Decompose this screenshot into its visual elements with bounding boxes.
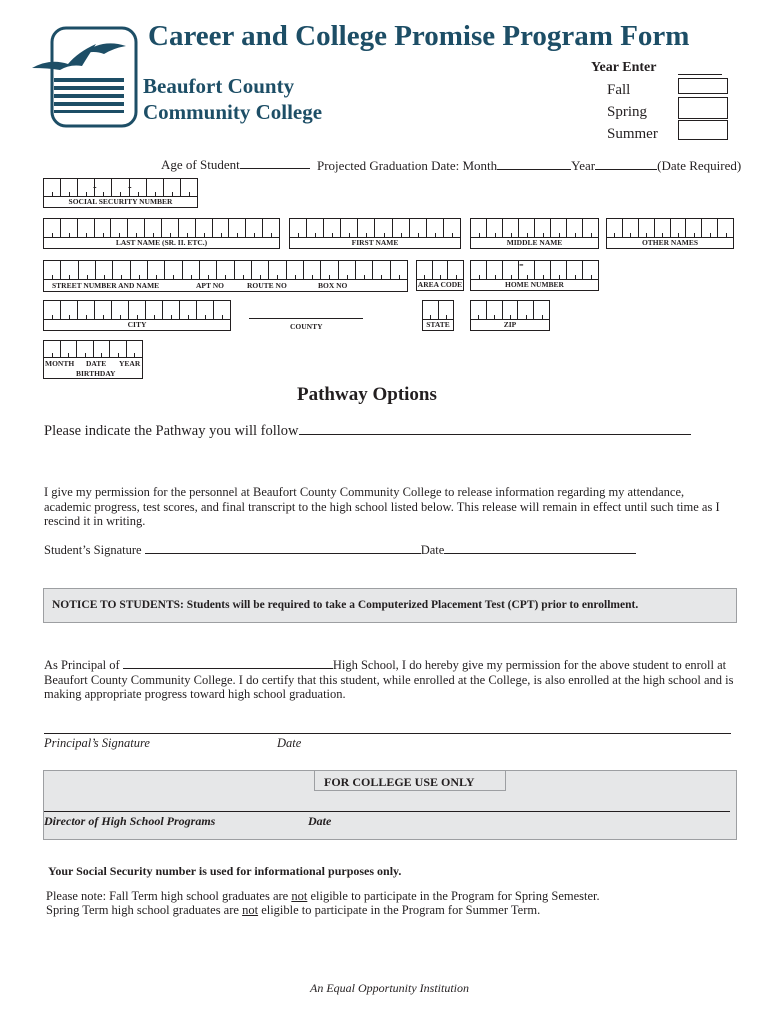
term-fall-label: Fall	[607, 82, 631, 98]
director-date-label: Date	[308, 814, 332, 828]
age-label: Age of Student	[161, 157, 240, 172]
high-school-field[interactable]	[123, 658, 333, 669]
principal-signature-line[interactable]	[44, 733, 731, 734]
grad-month-label: Projected Graduation Date: Month	[317, 158, 498, 173]
phone-dash: -	[519, 257, 524, 272]
note-line-2	[46, 903, 540, 918]
middle-name-boxes[interactable]	[470, 218, 599, 238]
month-label: MONTH	[45, 359, 75, 368]
student-date-label: Date	[420, 543, 445, 557]
grad-year-label: Year	[571, 158, 596, 173]
form-title: Career and College Promise Program Form	[148, 20, 690, 52]
student-signature-field[interactable]	[145, 553, 421, 554]
city-boxes[interactable]	[43, 300, 231, 320]
note-not-2: not	[242, 903, 259, 917]
zip-boxes[interactable]	[470, 300, 550, 320]
permission-text: I give my permission for the personnel at Beaufort County Community College to release information regarding my attendance, academic progress, test scores, and final transcript to the high school listed below. This release will remain in effect until such time as I rescind it in writing.	[44, 485, 720, 528]
apt-label: APT NO	[196, 281, 224, 290]
term-spring-label: Spring	[607, 104, 648, 120]
ssn-boxes[interactable]	[43, 178, 198, 197]
city-label: CITY	[43, 320, 231, 331]
ssn-label: SOCIAL SECURITY NUMBER	[43, 197, 198, 208]
area-code-boxes[interactable]	[416, 260, 464, 280]
student-signature-row	[44, 543, 636, 558]
equal-opportunity: An Equal Opportunity Institution	[310, 981, 469, 995]
year-enter-field[interactable]	[678, 74, 722, 75]
pathway-heading: Pathway Options	[297, 384, 437, 405]
note-line-1-a: Please note: Fall Term high school graduates are	[46, 889, 292, 903]
term-spring-checkbox[interactable]	[678, 97, 728, 119]
date-required-label: (Date Required)	[657, 158, 742, 173]
principal-prefix: As Principal of	[44, 658, 120, 672]
birthday-boxes[interactable]	[43, 340, 143, 358]
college-use-heading: FOR COLLEGE USE ONLY	[324, 775, 475, 789]
county-field[interactable]	[249, 318, 363, 319]
street-address-boxes[interactable]	[43, 260, 408, 280]
county-label: COUNTY	[290, 322, 323, 331]
ssn-dash-1: -	[93, 181, 97, 193]
first-name-label: FIRST NAME	[289, 238, 461, 249]
home-number-boxes[interactable]	[470, 260, 599, 280]
note-line-1	[46, 889, 600, 904]
first-name-boxes[interactable]	[289, 218, 461, 238]
college-name-line2: Community College	[143, 100, 323, 124]
last-name-boxes[interactable]	[43, 218, 280, 238]
last-name-label: LAST NAME (SR. II. ETC.)	[43, 238, 280, 249]
principal-text	[44, 658, 736, 702]
state-label: STATE	[422, 320, 454, 331]
age-field[interactable]	[240, 168, 310, 169]
director-label: Director of High School Programs	[44, 814, 216, 828]
pathway-row	[44, 423, 691, 440]
principal-signature-label: Principal’s Signature	[44, 736, 150, 750]
college-logo	[30, 24, 140, 130]
student-date-field[interactable]	[444, 553, 636, 554]
pathway-prompt: Please indicate the Pathway you will follow	[44, 423, 299, 439]
street-label: STREET NUMBER AND NAME	[52, 281, 160, 290]
grad-year-field[interactable]	[595, 169, 657, 170]
home-number-label: HOME NUMBER	[470, 280, 599, 291]
note-line-1-b: eligible to participate in the Program for Spring Semester.	[307, 889, 600, 903]
other-names-label: OTHER NAMES	[606, 238, 734, 249]
area-code-label: AREA CODE	[417, 280, 463, 289]
box-label: BOX NO	[318, 281, 348, 290]
term-fall-checkbox[interactable]	[678, 78, 728, 94]
college-name-line1: Beaufort County	[143, 74, 295, 98]
note-line-2-b: eligible to participate in the Program for Summer Term.	[258, 903, 541, 917]
note-not-1: not	[291, 889, 308, 903]
year-enter-label: Year Enter	[591, 60, 657, 75]
principal-date-label: Date	[277, 736, 302, 750]
year-small-label: YEAR	[119, 359, 141, 368]
term-summer-checkbox[interactable]	[678, 120, 728, 140]
graduation-row	[317, 158, 741, 174]
other-names-boxes[interactable]	[606, 218, 734, 238]
zip-label: ZIP	[470, 320, 550, 331]
birthday-label: BIRTHDAY	[76, 369, 116, 378]
principal-suffix: High School, I do hereby give my permission for the above student to enroll at Beaufort County Community College. I do certify that this student, while enrolled at the College, is also enrolled at the high school and is making appropriate progress toward high school graduation.	[44, 658, 734, 701]
note-line-2-a: Spring Term high school graduates are	[46, 903, 243, 917]
pathway-field[interactable]	[299, 434, 691, 435]
notice-text: NOTICE TO STUDENTS: Students will be required to take a Computerized Placement Test (CPT) prior to enrollment.	[52, 599, 639, 611]
grad-month-field[interactable]	[497, 169, 571, 170]
state-boxes[interactable]	[422, 300, 454, 320]
age-row	[161, 157, 310, 173]
ssn-note: Your Social Security number is used for informational purposes only.	[48, 864, 402, 878]
date-small-label: DATE	[86, 359, 107, 368]
route-label: ROUTE NO	[247, 281, 287, 290]
ssn-dash-2: -	[128, 181, 132, 193]
director-signature-line[interactable]	[44, 811, 730, 812]
term-summer-label: Summer	[607, 126, 658, 142]
student-signature-label: Student’s Signature	[44, 543, 142, 557]
middle-name-label: MIDDLE NAME	[470, 238, 599, 249]
